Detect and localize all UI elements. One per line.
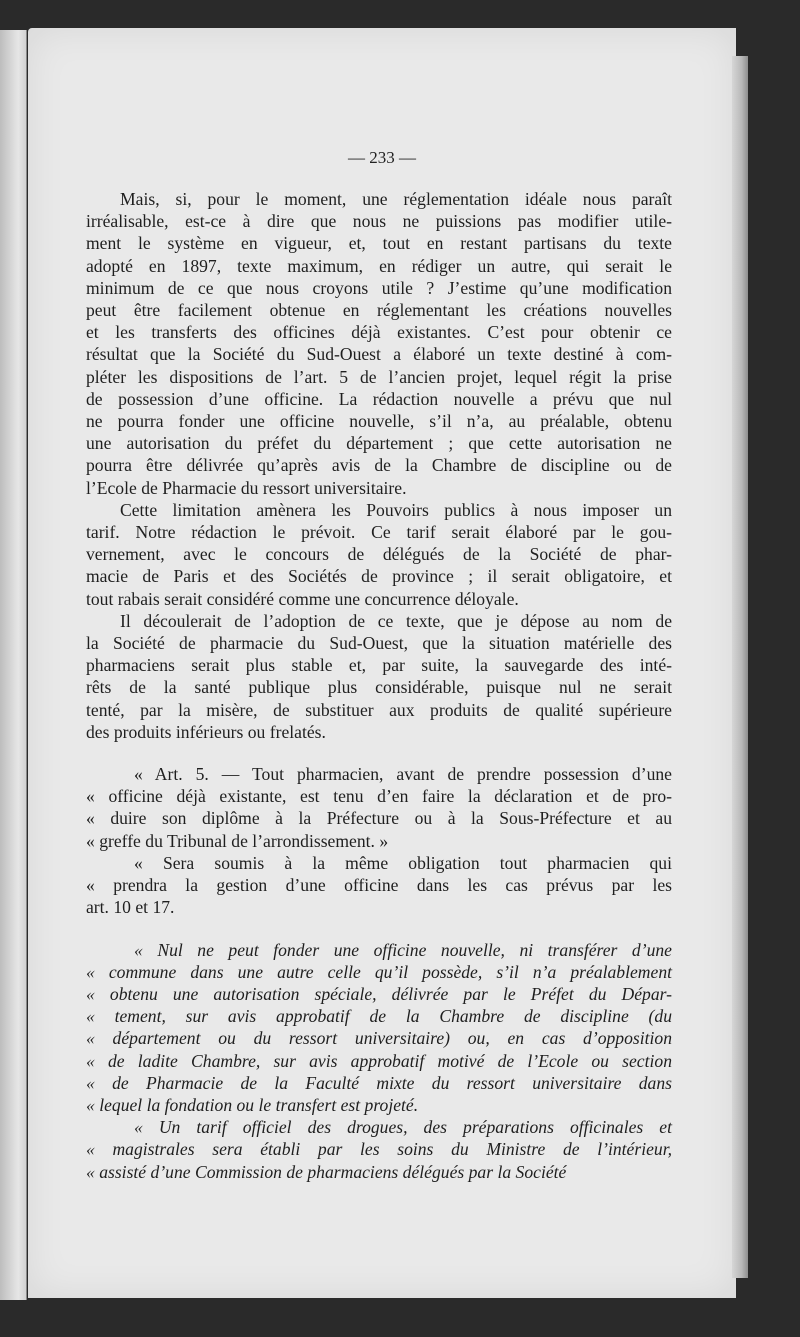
paragraph [86, 763, 672, 852]
text-line: adopté en 1897, texte maximum, en rédiger un autre, qui serait le [86, 255, 672, 276]
text-line: Cette limitation amènera les Pouvoirs publics à nous imposer un [120, 499, 672, 520]
paragraph [86, 852, 672, 919]
text-line: « prendra la gestion d’une officine dans les cas prévus par les [86, 875, 672, 896]
text-line: peut être facilement obtenue en réglementant les créations nouvelles [86, 300, 672, 321]
text-line: « officine déjà existante, est tenu d’en faire la déclaration et de pro- [86, 786, 672, 807]
text-line: « greffe du Tribunal de l’arrondissement. » [86, 830, 389, 851]
text-line: macie de Paris et des Sociétés de province ; il serait obligatoire, et [86, 566, 672, 587]
text-line: l’Ecole de Pharmacie du ressort universitaire. [86, 477, 407, 498]
text-line: la Société de pharmacie du Sud-Ouest, que la situation matérielle des [86, 633, 672, 654]
text-line: « commune dans une autre celle qu’il possède, s’il n’a préalablement [86, 961, 672, 982]
page-number: — 233 — [348, 148, 416, 167]
text-line: « Sera soumis à la même obligation tout pharmacien qui [134, 852, 672, 873]
text-line: ne pourra fonder une officine nouvelle, s’il n’a, au préalable, obtenu [86, 411, 672, 432]
text-line: ment le système en vigueur, et, tout en restant partisans du texte [86, 233, 672, 254]
text-line: Mais, si, pour le moment, une réglementation idéale nous paraît [120, 189, 672, 209]
previous-page-edge [0, 30, 27, 1300]
text-line: art. 10 et 17. [86, 897, 175, 918]
page-stack-edge [732, 56, 748, 1278]
text-line: « obtenu une autorisation spéciale, délivrée par le Préfet du Dépar- [86, 983, 672, 1004]
text-line: « département ou du ressort universitaire) ou, en cas d’opposition [86, 1028, 672, 1049]
text-line: « assisté d’une Commission de pharmaciens délégués par la Société [86, 1161, 567, 1182]
text-line: « Art. 5. — Tout pharmacien, avant de prendre possession d’une [134, 764, 672, 785]
text-line: « Un tarif officiel des drogues, des préparations officinales et [134, 1117, 672, 1138]
text-line: une autorisation du préfet du département ; que cette autorisation ne [86, 433, 672, 454]
text-line: minimum de ce que nous croyons utile ? J’estime qu’une modification [86, 277, 672, 298]
paragraph [86, 939, 672, 1117]
paragraph-gap [86, 919, 672, 939]
text-line: pléter les dispositions de l’art. 5 de l’ancien projet, lequel régit la prise [86, 366, 672, 387]
text-line: et les transferts des officines déjà existantes. C’est pour obtenir ce [86, 322, 672, 343]
text-line: rêts de la santé publique plus considérable, puisque nul ne serait [86, 677, 672, 698]
text-line: résultat que la Société du Sud-Ouest a élaboré un texte destiné à com- [86, 344, 672, 365]
text-line: de possession d’une officine. La rédaction nouvelle a prévu que nul [86, 388, 672, 409]
text-line: « duire son diplôme à la Préfecture ou à la Sous-Préfecture et au [86, 808, 672, 829]
text-line: « lequel la fondation ou le transfert est projeté. [86, 1094, 419, 1115]
text-line: des produits inférieurs ou frelatés. [86, 721, 326, 742]
text-line: « Nul ne peut fonder une officine nouvelle, ni transférer d’une [134, 939, 672, 960]
paragraph [86, 610, 672, 743]
text-line: tarif. Notre rédaction le prévoit. Ce tarif serait élaboré par le gou- [86, 522, 672, 543]
text-line: Il découlerait de l’adoption de ce texte, que je dépose au nom de [120, 610, 672, 631]
text-line: « de ladite Chambre, sur avis approbatif motivé de l’Ecole ou section [86, 1050, 672, 1071]
text-line: tout rabais serait considéré comme une concurrence déloyale. [86, 588, 519, 609]
text-line: tenté, par la misère, de substituer aux produits de qualité supérieure [86, 699, 672, 720]
paragraph [86, 1116, 672, 1183]
text-line: vernement, avec le concours de délégués de la Société de phar- [86, 544, 672, 565]
text-line: irréalisable, est-ce à dire que nous ne puissions pas modifier utile- [86, 211, 672, 232]
body-text [86, 188, 672, 1183]
text-line: « de Pharmacie de la Faculté mixte du ressort universitaire dans [86, 1072, 672, 1093]
paragraph [86, 188, 672, 499]
text-line: « magistrales sera établi par les soins du Ministre de l’intérieur, [86, 1139, 672, 1160]
text-line: pharmaciens serait plus stable et, par suite, la sauvegarde des inté- [86, 655, 672, 676]
paragraph [86, 499, 672, 610]
text-line: pourra être délivrée qu’après avis de la Chambre de discipline ou de [86, 455, 672, 476]
paragraph-gap [86, 743, 672, 763]
book-page [28, 28, 736, 1298]
text-line: « tement, sur avis approbatif de la Chambre de discipline (du [86, 1006, 672, 1027]
